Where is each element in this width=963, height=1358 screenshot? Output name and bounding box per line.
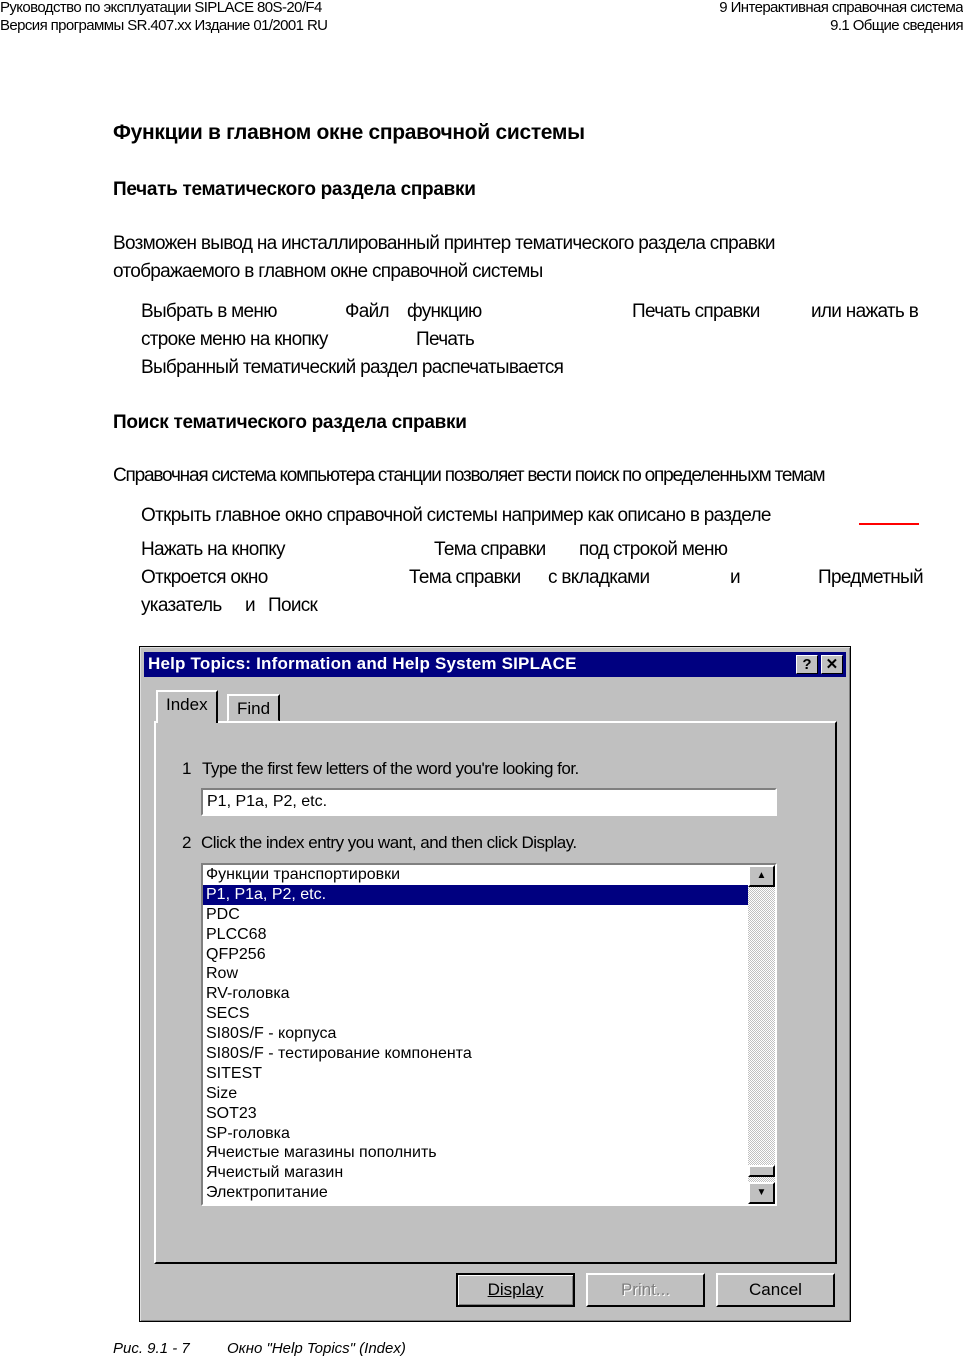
figure-number: Рис. 9.1 - 7 [113, 1340, 190, 1357]
scrollbar[interactable] [748, 865, 775, 1204]
help-topics-dialog [139, 646, 851, 1322]
list-item[interactable]: PDC [206, 905, 240, 923]
list-item[interactable]: Ячеистые магазины пополнить [206, 1144, 437, 1162]
header-version: Версия программы SR.407.xx Издание 01/2001 RU [0, 17, 328, 34]
list-item[interactable]: Электропитание [206, 1184, 328, 1202]
step-text: функцию [407, 301, 482, 322]
step2-number: 2 [182, 833, 191, 852]
scroll-up-arrow-icon[interactable]: ▲ [748, 865, 775, 887]
list-item[interactable]: SI80S/F - корпуса [206, 1025, 337, 1043]
list-item[interactable]: SITEST [206, 1064, 263, 1082]
help-icon[interactable]: ? [796, 655, 818, 674]
step-text: под строкой меню [579, 539, 728, 560]
step-text: с вкладками [548, 567, 650, 588]
step-text: Выбрать в меню [141, 301, 277, 322]
list-item[interactable]: QFP256 [206, 945, 266, 963]
search-heading: Поиск тематического раздела справки [113, 412, 467, 433]
tab-index[interactable]: Index [156, 690, 218, 723]
step1-number: 1 [182, 759, 191, 778]
index-listbox[interactable] [201, 863, 777, 1206]
print-heading: Печать тематического раздела справки [113, 179, 476, 200]
step-text: и [730, 567, 740, 588]
section-link[interactable] [859, 523, 919, 525]
step-text: и [245, 595, 255, 616]
print-button-ref: Печать [416, 329, 475, 350]
step-text: Открыть главное окно справочной системы например как описано в разделе [141, 505, 771, 526]
dialog-title-bar[interactable] [144, 652, 846, 677]
print-para: Возможен вывод на инсталлированный принтер тематического раздела справки [113, 233, 775, 254]
close-icon[interactable]: ✕ [821, 655, 843, 674]
figure-caption: Окно "Help Topics" (Index) [227, 1340, 406, 1357]
step-text: строке меню на кнопку [141, 329, 328, 350]
list-item[interactable]: SECS [206, 1005, 250, 1023]
find-tab-ref: Поиск [268, 595, 318, 616]
header-section: 9.1 Общие сведения [830, 17, 963, 34]
list-item[interactable]: SP-головка [206, 1124, 290, 1142]
list-item[interactable]: Row [206, 965, 239, 983]
tab-find[interactable]: Find [227, 694, 280, 722]
menu-file: Файл [345, 301, 389, 322]
search-para: Справочная система компьютера станции позволяет вести поиск по определенныхм темам [113, 465, 825, 486]
step2-label: Click the index entry you want, and then click Display. [201, 833, 577, 852]
keyword-input[interactable]: P1, P1a, P2, etc. [201, 788, 777, 816]
header-manual-title: Руководство по эксплуатации SIPLACE 80S-20/F4 [0, 0, 322, 16]
list-item[interactable]: RV-головка [206, 985, 290, 1003]
help-topic-ref: Тема справки [409, 567, 521, 588]
cancel-button[interactable]: Cancel [716, 1273, 835, 1307]
list-item[interactable]: P1, P1a, P2, etc. [203, 885, 748, 905]
list-item[interactable]: Size [206, 1084, 238, 1102]
step-text: Откроется окно [141, 567, 268, 588]
help-topic-ref: Тема справки [434, 539, 546, 560]
dialog-title: Help Topics: Information and Help System SIPLACE [148, 654, 577, 673]
list-item[interactable]: SI80S/F - тестирование компонента [206, 1045, 472, 1063]
step-result: Выбранный тематический раздел распечатывается [141, 357, 564, 378]
list-item[interactable]: SOT23 [206, 1104, 257, 1122]
header-chapter: 9 Интерактивная справочная система [719, 0, 963, 16]
step1-label: Type the first few letters of the word you're looking for. [202, 759, 579, 778]
display-button[interactable] [456, 1273, 575, 1307]
index-panel [154, 721, 837, 1264]
print-para-2: отображаемого в главном окне справочной системы [113, 261, 543, 282]
step-text: или нажать в [811, 301, 919, 322]
display-label: Display [487, 1280, 544, 1299]
step-text: Нажать на кнопку [141, 539, 285, 560]
page-title: Функции в главном окне справочной системы [113, 121, 585, 144]
print-button: Print... [586, 1273, 705, 1307]
menu-print-help: Печать справки [632, 301, 760, 322]
index-tab-ref: Предметный [818, 567, 923, 588]
list-item[interactable]: Ячеистый магазин [206, 1164, 344, 1182]
scroll-thumb[interactable] [748, 1165, 775, 1177]
list-item[interactable]: Функции транспортировки [206, 866, 401, 883]
index-tab-ref: указатель [141, 595, 222, 616]
list-item[interactable]: PLCC68 [206, 925, 267, 943]
scroll-down-arrow-icon[interactable]: ▼ [748, 1182, 775, 1204]
